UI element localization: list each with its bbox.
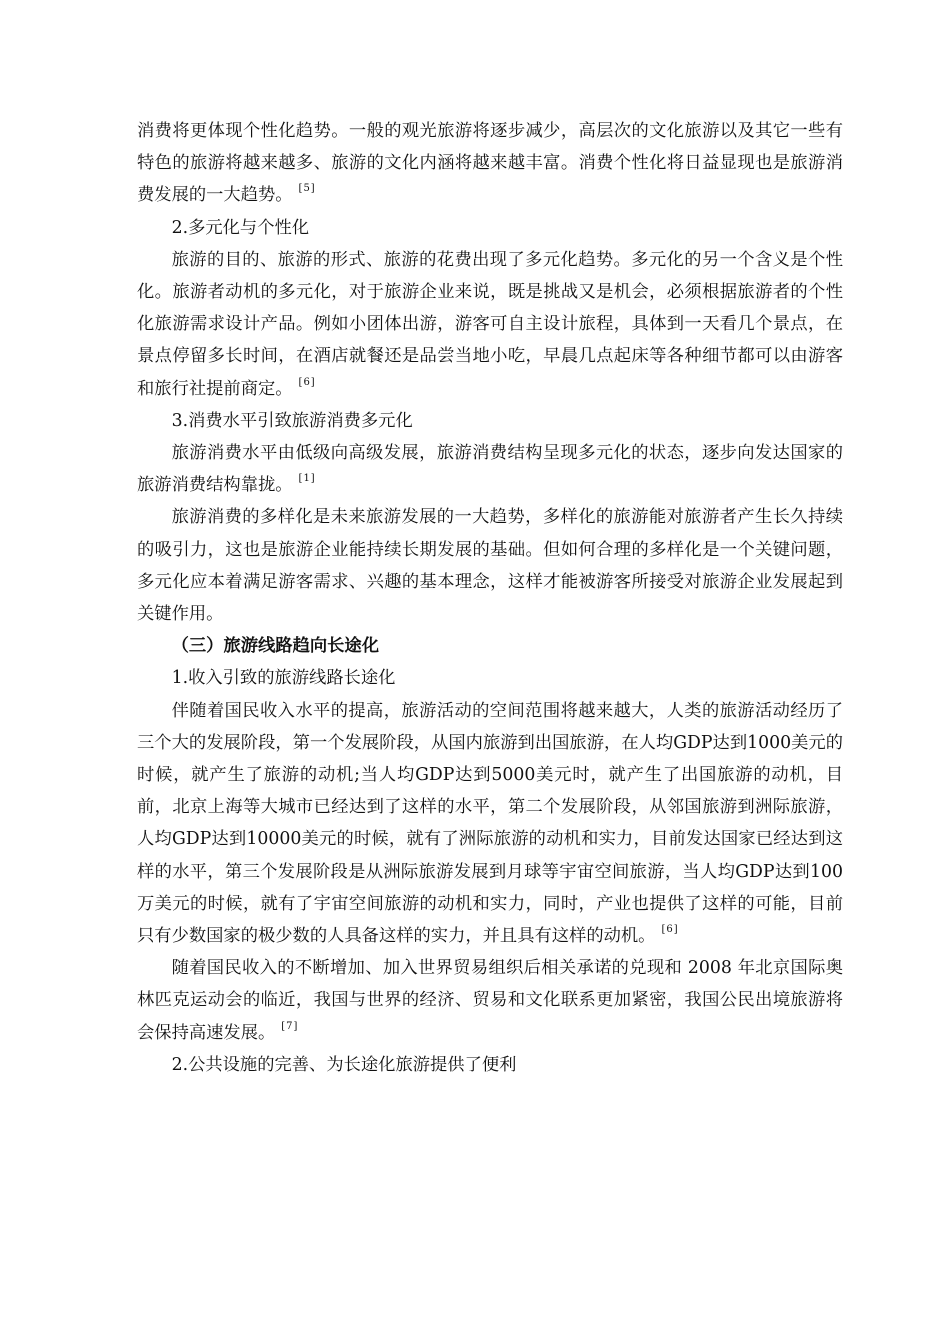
citation-ref: [5]	[298, 183, 316, 195]
section-heading-long-distance: （三）旅游线路趋向长途化	[171, 636, 379, 657]
subheading-diversification: 2.多元化与个性化	[171, 217, 310, 238]
citation-ref: [1]	[298, 473, 316, 485]
subheading-consumption-level: 3.消费水平引致旅游消费多元化	[171, 410, 413, 431]
citation-ref: [7]	[281, 1020, 299, 1032]
paragraph-income-stages	[137, 695, 843, 953]
paragraph-text: 伴随着国民收入水平的提高，旅游活动的空间范围将越来越大，人类的旅游活动经历了三个大的发展阶段，第一个发展阶段，从国内旅游到出国旅游，在人均GDP达到1000美元的时候，就产生了旅游的动机;当人均GDP达到5000美元时，就产生了出国旅游的动机，目前，北京上海等大城市已经达到了这样的水平，第二个发展阶段，从邻国旅游到洲际旅游，人均GDP达到10000美元的时候，就有了洲际旅游的动机和实力，目前发达国家已经达到这样的水平，第三个发展阶段是从洲际旅游发展到月球等宇宙空间旅游，当人均GDP达到100万美元的时候，就有了宇宙空间旅游的动机和实力，同时，产业也提供了这样的可能，目前只有少数国家的极少数的人具备这样的实力，并且具有这样的动机。	[137, 700, 843, 947]
subheading-income-long-distance: 1.收入引致的旅游线路长途化	[171, 668, 396, 689]
document-page	[137, 115, 843, 1081]
subheading-public-facilities: 2.公共设施的完善、为长途化旅游提供了便利	[171, 1054, 517, 1075]
paragraph-consumption-personalization	[137, 115, 843, 212]
paragraph-consumption-level	[137, 437, 843, 501]
paragraph-text: 旅游消费水平由低级向高级发展，旅游消费结构呈现多元化的状态，逐步向发达国家的旅游消费结构靠拢。	[137, 443, 843, 496]
citation-ref: [6]	[298, 376, 316, 388]
citation-ref: [6]	[661, 924, 679, 936]
paragraph-outbound-growth	[137, 952, 843, 1049]
paragraph-diversity-trend: 旅游消费的多样化是未来旅游发展的一大趋势，多样化的旅游能对旅游者产生长久持续的吸引力，这也是旅游企业能持续长期发展的基础。但如何合理的多样化是一个关键问题，多元化应本着满足游客需求、兴趣的基本理念，这样才能被游客所接受对旅游企业发展起到关键作用。	[137, 507, 843, 625]
paragraph-diversification	[137, 244, 843, 405]
paragraph-text: 消费将更体现个性化趋势。一般的观光旅游将逐步减少，高层次的文化旅游以及其它一些有特色的旅游将越来越多、旅游的文化内涵将越来越丰富。消费个性化将日益显现也是旅游消费发展的一大趋势。	[137, 121, 843, 206]
paragraph-text: 旅游的目的、旅游的形式、旅游的花费出现了多元化趋势。多元化的另一个含义是个性化。旅游者动机的多元化，对于旅游企业来说，既是挑战又是机会，必须根据旅游者的个性化旅游需求设计产品。例如小团体出游，游客可自主设计旅程，具体到一天看几个景点，在景点停留多长时间，在酒店就餐还是品尝当地小吃，早晨几点起床等各种细节都可以由游客和旅行社提前商定。	[137, 249, 843, 399]
paragraph-text: 随着国民收入的不断增加、加入世界贸易组织后相关承诺的兑现和 2008 年北京国际奥林匹克运动会的临近，我国与世界的经济、贸易和文化联系更加紧密，我国公民出境旅游将会保持高速发展。	[137, 958, 843, 1043]
